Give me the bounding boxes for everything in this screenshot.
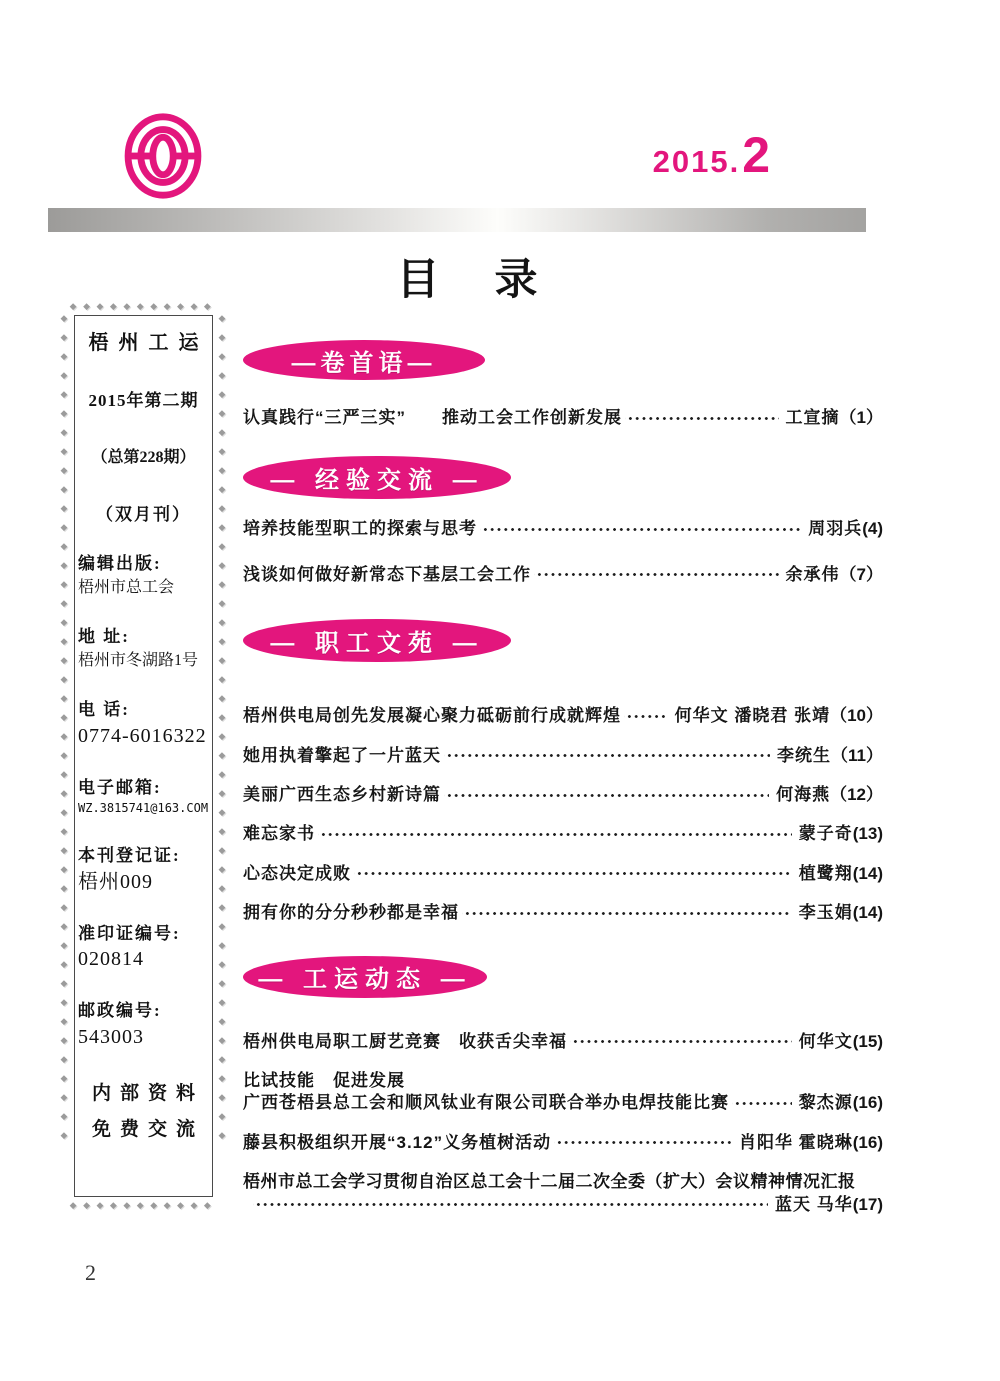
entry-page: （12） — [830, 784, 883, 804]
issue-no: 2 — [742, 127, 770, 183]
entry-author: 何海燕 — [776, 784, 831, 804]
permit-label: 准印证编号: — [78, 923, 181, 943]
entry-title: 难忘家书 — [243, 824, 315, 844]
dot-leader — [462, 906, 792, 921]
entry-title: 认真践行“三严三实” 推动工会工作创新发展 — [243, 408, 622, 427]
diamond-border-top: ◆◆◆◆◆◆◆◆◆◆◆ — [69, 301, 218, 311]
toc-entry — [243, 1133, 883, 1153]
cumulative-issue-line: （总第228期） — [91, 448, 196, 466]
sidebar-content — [75, 316, 212, 1196]
dot-leader — [354, 866, 792, 881]
toc-entry — [243, 565, 883, 585]
section-badge-movement: — 工运动态 — — [243, 956, 487, 998]
permit-block — [78, 924, 209, 972]
phone-block — [78, 700, 209, 748]
toc-entry — [243, 746, 883, 766]
toc-entry-line — [243, 1093, 883, 1113]
dot-leader — [253, 1197, 768, 1212]
entry-author: 蓝天 马华 — [775, 1194, 853, 1214]
publisher-label: 编辑出版: — [78, 554, 162, 574]
entry-author: 黎杰源 — [798, 1093, 853, 1113]
phone-label: 电 话: — [78, 700, 130, 720]
toc-entry — [243, 706, 883, 726]
issue-line: 2015年第二期 — [88, 391, 199, 410]
journal-name: 梧州工运 — [88, 332, 209, 354]
entry-page: （11） — [831, 745, 883, 765]
issue-number — [560, 127, 770, 183]
entry-title: 梧州供电局职工厨艺竞赛 收获舌尖幸福 — [243, 1031, 567, 1051]
entry-title: 拥有你的分分秒秒都是幸福 — [243, 903, 459, 923]
entry-title: 心态决定成败 — [243, 863, 351, 883]
section-badge-preface: —卷首语— — [243, 340, 485, 380]
notice-line-1: 内部资料 — [91, 1082, 204, 1104]
dot-leader — [554, 1135, 732, 1150]
entry-page: (4) — [862, 519, 883, 539]
registration-value: 梧州009 — [78, 870, 153, 893]
section-badge-experience: — 经验交流 — — [243, 456, 511, 499]
email-value: WZ.3815741@163.COM — [78, 801, 209, 816]
section-badge-literary: — 职工文苑 — — [243, 619, 511, 662]
entry-title: 藤县积极组织开展“3.12”义务植树活动 — [243, 1132, 552, 1152]
entry-page: （10） — [830, 706, 883, 726]
postcode-label: 邮政编号: — [78, 1001, 162, 1021]
entry-page: (14) — [852, 903, 883, 923]
email-label: 电子邮箱: — [78, 777, 162, 797]
issue-year: 2015. — [652, 144, 741, 179]
entry-title: 广西苍梧县总工会和顺风钛业有限公司联合举办电焊技能比赛 — [243, 1093, 729, 1113]
entry-author: 李玉娟 — [798, 903, 853, 923]
dot-leader — [318, 827, 792, 842]
dot-leader — [480, 522, 801, 537]
entry-author: 何华文 — [798, 1031, 853, 1051]
toc-entry — [243, 1169, 883, 1215]
entry-title: 梧州供电局创先发展凝心聚力砥砺前行成就辉煌 — [243, 706, 621, 726]
phone-value: 0774-6016322 — [78, 724, 207, 747]
toc-entry — [243, 519, 883, 539]
entry-author: 余承伟 — [785, 564, 840, 584]
entry-author: 何华文 潘晓君 张靖 — [674, 706, 831, 726]
entry-title: 梧州市总工会学习贯彻自治区总工会十二届二次全委（扩大）会议精神情况汇报 — [243, 1172, 856, 1192]
page-title: 目 录 — [396, 257, 544, 304]
union-logo-icon — [120, 110, 206, 202]
diamond-border-left: ◆◆◆◆◆◆◆◆◆◆◆◆◆◆◆◆◆◆◆◆◆◆◆◆◆◆◆◆◆◆◆◆◆◆◆◆◆◆◆◆◆◆◆◆ — [60, 314, 70, 1150]
entry-author: 植鹭翔 — [798, 863, 853, 883]
entry-author: 肖阳华 霍晓琳 — [739, 1132, 853, 1152]
address-label: 地 址: — [78, 627, 130, 647]
entry-title: 她用执着擎起了一片蓝天 — [243, 745, 441, 765]
toc-entry — [243, 785, 883, 805]
postcode-block — [78, 1001, 209, 1049]
registration-label: 本刊登记证: — [78, 846, 181, 866]
entry-page: (16) — [852, 1132, 883, 1152]
entry-author: 李统生 — [777, 745, 832, 765]
toc-entry — [243, 408, 883, 428]
entry-author: 周羽兵 — [808, 519, 863, 539]
frequency-line: （双月刊） — [96, 504, 191, 524]
toc-entry-line — [243, 1195, 883, 1215]
entry-page: (16) — [852, 1093, 883, 1113]
entry-author: 蒙子奇 — [798, 824, 853, 844]
entry-title: 浅谈如何做好新常态下基层工会工作 — [243, 564, 531, 584]
publisher-value: 梧州市总工会 — [78, 579, 175, 597]
registration-block — [78, 846, 209, 894]
header-divider-bar — [48, 208, 866, 232]
dot-leader — [444, 788, 769, 803]
dot-leader — [534, 567, 779, 582]
address-block — [78, 627, 209, 670]
entry-title: 美丽广西生态乡村新诗篇 — [243, 784, 441, 804]
toc-entry — [243, 1068, 883, 1114]
entry-pretitle: 比试技能 促进发展 — [243, 1070, 405, 1090]
diamond-border-right: ◆◆◆◆◆◆◆◆◆◆◆◆◆◆◆◆◆◆◆◆◆◆◆◆◆◆◆◆◆◆◆◆◆◆◆◆◆◆◆◆◆◆◆◆ — [218, 314, 228, 1150]
email-block — [78, 778, 209, 816]
dot-leader — [624, 709, 668, 724]
dot-leader — [625, 411, 779, 426]
entry-page: (17) — [852, 1194, 883, 1214]
entry-page: （1） — [839, 408, 883, 427]
toc-entry — [243, 864, 883, 884]
page-number: 2 — [85, 1260, 96, 1285]
toc-entry — [243, 903, 883, 923]
publisher-block — [78, 554, 209, 597]
permit-value: 020814 — [78, 948, 144, 971]
entry-page: (14) — [852, 863, 883, 883]
toc-entry — [243, 824, 883, 844]
diamond-border-bottom: ◆◆◆◆◆◆◆◆◆◆◆ — [69, 1200, 218, 1210]
entry-page: （7） — [839, 564, 883, 584]
entry-title: 培养技能型职工的探索与思考 — [243, 519, 477, 539]
dot-leader — [570, 1034, 792, 1049]
dot-leader — [732, 1096, 792, 1111]
postcode-value: 543003 — [78, 1025, 144, 1048]
entry-author: 工宣摘 — [785, 408, 840, 427]
toc-entry — [243, 1032, 883, 1052]
toc-main-column — [243, 330, 883, 1215]
entry-page: (13) — [852, 824, 883, 844]
address-value: 梧州市冬湖路1号 — [78, 651, 199, 669]
entry-page: (15) — [852, 1031, 883, 1051]
notice-line-2: 免费交流 — [91, 1118, 204, 1140]
dot-leader — [444, 748, 770, 763]
journal-info-panel — [60, 301, 228, 1210]
